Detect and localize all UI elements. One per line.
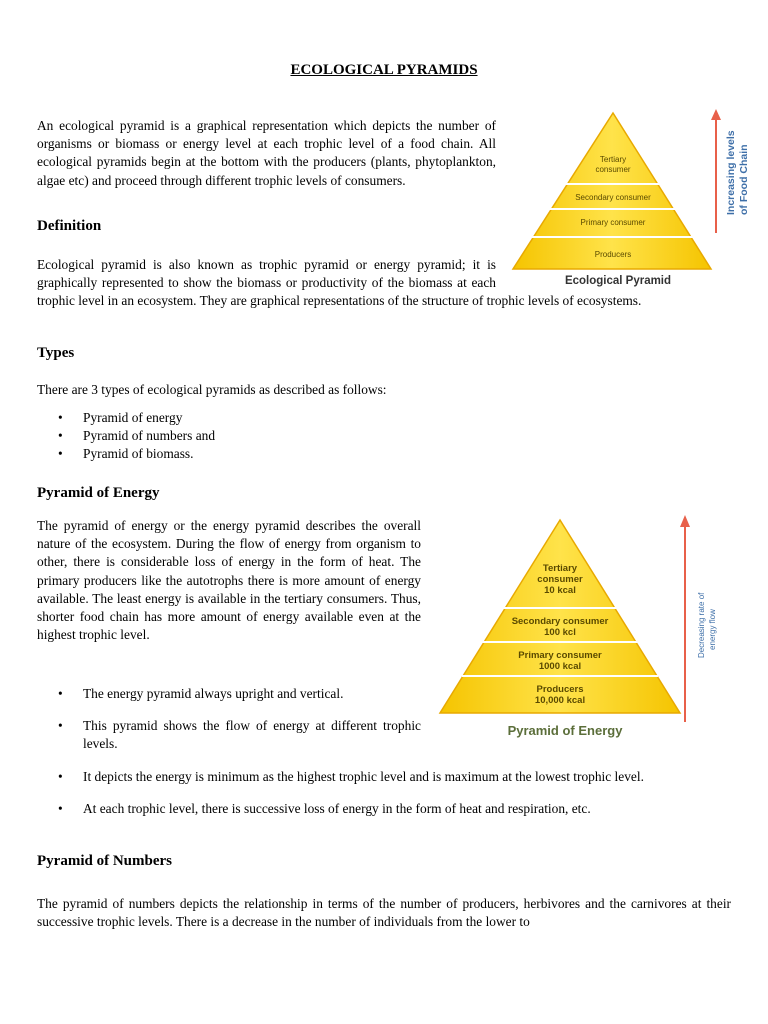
figure1-axis-label: of Food Chain [738, 144, 750, 215]
list-item: • It depicts the energy is minimum as the highest trophic level and is maximum at the lowest trophic level. [37, 768, 731, 786]
pyramid-shape [513, 113, 711, 269]
level-primary-label: Primary consumer [580, 218, 646, 227]
energy-pyramid-figure [436, 510, 736, 745]
figure2-axis-label: energy flow [708, 609, 717, 650]
figure2-axis-label: Decreasing rate of [697, 592, 706, 658]
types-heading: Types [37, 345, 75, 361]
figure2-caption: Pyramid of Energy [507, 723, 623, 738]
energy-bullets-narrow [37, 685, 421, 754]
list-item: • Pyramid of energy [37, 409, 731, 427]
figure1-caption: Ecological Pyramid [564, 275, 672, 287]
energy-heading: Pyramid of Energy [37, 485, 160, 501]
list-item: • At each trophic level, there is successive loss of energy in the form of heat and respiration, etc. [37, 800, 731, 818]
list-item: • Pyramid of numbers and [37, 427, 731, 445]
level-producers-label: Producers [594, 250, 632, 259]
intro-paragraph: An ecological pyramid is a graphical representation which depicts the number of organisms or biomass or energy level at each trophic level of a food chain. All ecological pyramids begin at the bottom with the producers (plants, phytoplankton, algae etc) and proceed through different trophic levels of consumers. [37, 118, 496, 188]
energy-bullets-wide [37, 768, 731, 818]
level-producers-label: Producers [536, 684, 584, 695]
level-secondary-label: Secondary consumer [575, 193, 651, 202]
numbers-heading: Pyramid of Numbers [37, 853, 172, 869]
arrowhead-icon [711, 109, 721, 120]
numbers-paragraph: The pyramid of numbers depicts the relationship in terms of the number of producers, herbivores and the carnivores at their successive trophic levels. There is a decrease in the number of individuals from the lower to [37, 896, 731, 930]
level-secondary-label: Secondary consumer [511, 616, 609, 627]
level-secondary-value: 100 kcl [544, 627, 576, 638]
level-tertiary-label: Tertiary [542, 563, 578, 574]
energy-paragraph: The pyramid of energy or the energy pyramid describes the overall nature of the ecosystem. During the flow of energy from organism to other, there is considerable loss of energy in the form of heat. The primary producers like the autotrophs there is more amount of energy available. The least energy is available in the tertiary consumers. Thus, shorter food chain has more amount of energy available even at the highest trophic level. [37, 518, 421, 643]
types-list [37, 409, 731, 464]
list-item: • Pyramid of biomass. [37, 445, 731, 463]
level-primary-label: Primary consumer [518, 650, 602, 661]
definition-text: Ecological pyramid is also known as trophic pyramid or energy pyramid; it is graphically represented to show the biomass or productivity of the biomass at each trophic level in an ecosystem. They are graphical representations of the structure of trophic levels of ecosystems. [37, 257, 642, 309]
arrowhead-icon [680, 515, 690, 527]
types-intro: There are 3 types of ecological pyramids as described as follows: [37, 382, 387, 397]
list-item: • The energy pyramid always upright and vertical. [37, 685, 421, 703]
level-tertiary-label: consumer [595, 165, 631, 174]
level-primary-value: 1000 kcal [538, 661, 582, 672]
level-tertiary-label: consumer [537, 574, 583, 585]
level-tertiary-value: 10 kcal [544, 585, 576, 596]
definition-heading: Definition [37, 218, 102, 234]
page-title: ECOLOGICAL PYRAMIDS [290, 62, 478, 78]
ecological-pyramid-figure [508, 105, 763, 290]
list-item: • This pyramid shows the flow of energy at different trophic levels. [37, 717, 421, 753]
figure1-axis-label: Increasing levels [725, 130, 737, 215]
level-producers-value: 10,000 kcal [534, 695, 586, 706]
level-tertiary-label: Tertiary [599, 155, 627, 164]
